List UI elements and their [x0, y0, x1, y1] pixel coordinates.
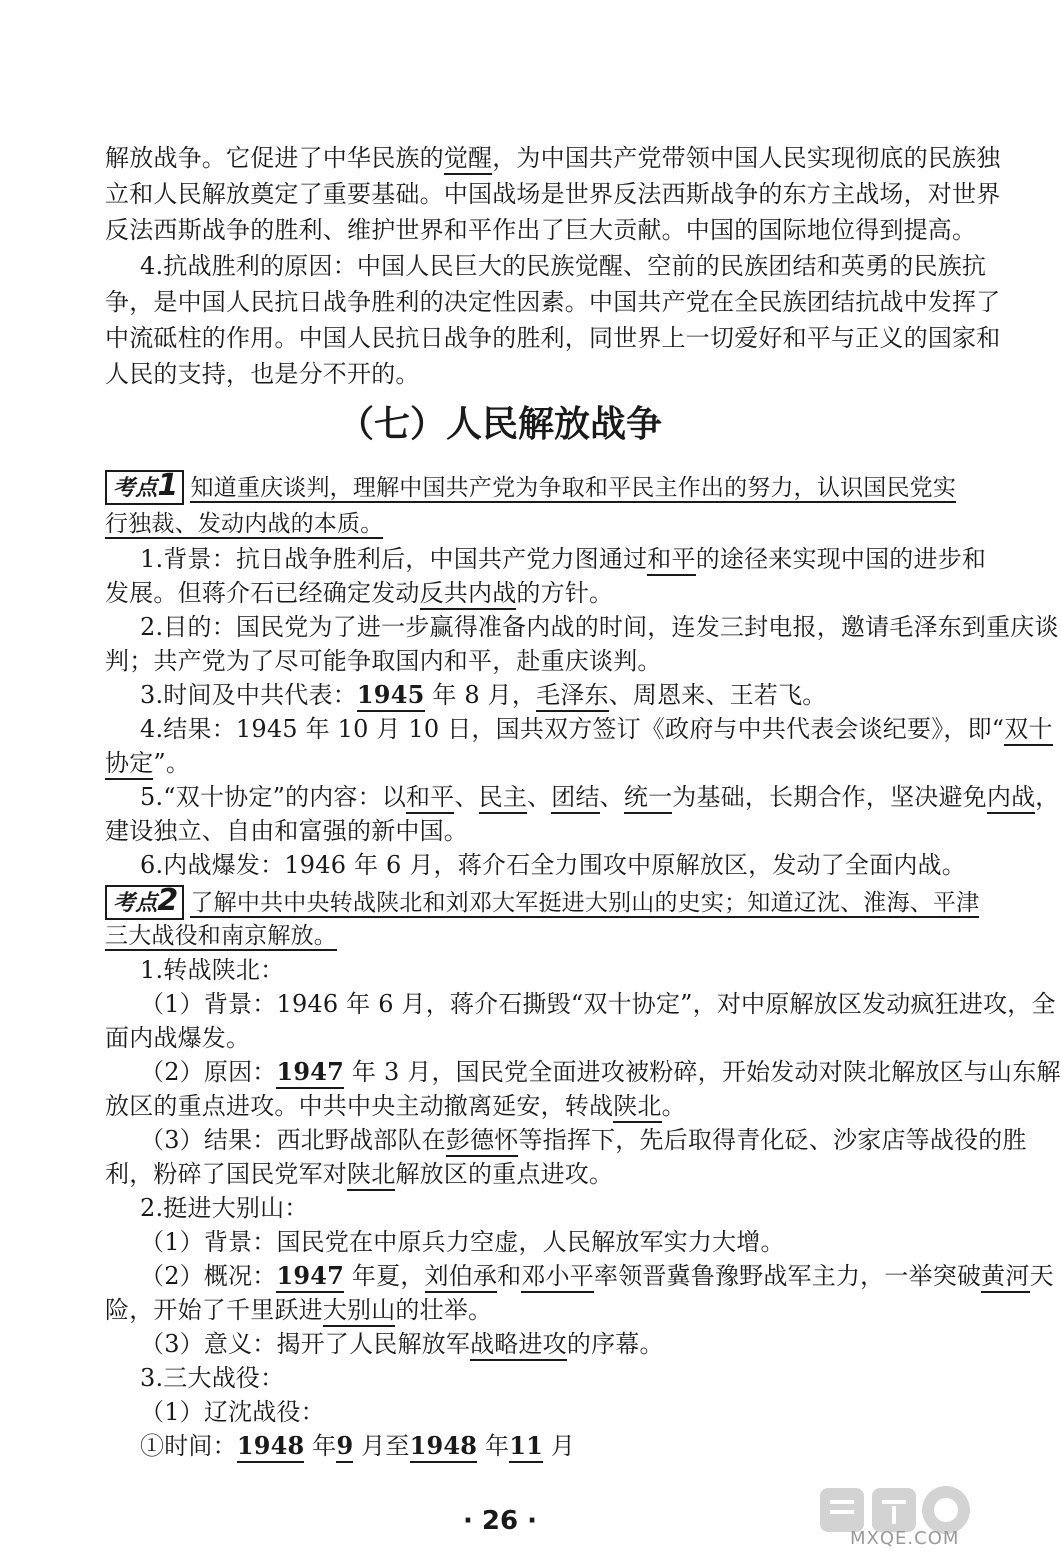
paragraph-line: （2）概况：1947 年夏，刘伯承和邓小平率领晋冀鲁豫野战军主力，一举突破黄河天: [140, 1261, 955, 1291]
kaodian-1-heading-cont: 行独裁、发动内战的本质。: [105, 511, 384, 537]
paragraph-line: 中流砥柱的作用。中国人民抗日战争的胜利，同世界上一切爱好和平与正义的国家和: [105, 324, 1001, 352]
paragraph-line: （3）意义：揭开了人民解放军战略进攻的序幕。: [140, 1329, 955, 1359]
paragraph-line: 利，粉碎了国民党军对陕北解放区的重点进攻。: [105, 1159, 955, 1189]
kaodian-text: 了解中共中央转战陕北和刘邓大军挺进大别山的史实；知道辽沈、淮海、平津: [190, 890, 980, 916]
paragraph-line: 4.结果：1945 年 10 月 10 日，国共双方签订《政府与中共代表会谈纪要》，即“双十: [140, 714, 955, 744]
paragraph-line: 判；共产党为了尽可能争取国内和平，赴重庆谈判。: [105, 647, 662, 675]
kaodian-badge: 考点1: [105, 470, 184, 505]
paragraph-line: （3）结果：西北野战部队在彭德怀等指挥下，先后取得青化砭、沙家店等战役的胜: [140, 1125, 955, 1155]
paragraph-line: 1.背景：抗日战争胜利后，中国共产党力图通过和平的途径来实现中国的进步和: [140, 544, 955, 574]
kaodian-text: 知道重庆谈判，理解中国共产党为争取和平民主作出的努力，认识国民党实: [190, 475, 957, 501]
paragraph-line: 发展。但蒋介石已经确定发动反共内战的方针。: [105, 578, 955, 608]
paragraph-line: 建设独立、自由和富强的新中国。: [105, 817, 468, 845]
paragraph-line: 面内战爆发。: [105, 1024, 251, 1052]
paragraph-line: 反法西斯战争的胜利、维护世界和平作出了巨大贡献。中国的国际地位得到提高。: [105, 216, 977, 244]
paragraph-line: 3.时间及中共代表：1945 年 8 月，毛泽东、周恩来、王若飞。: [140, 680, 955, 710]
paragraph-line: 1.转战陕北：: [140, 956, 285, 984]
paragraph-line: 立和人民解放奠定了重要基础。中国战场是世界反法西斯战争的东方主战场，对世界: [105, 180, 1001, 208]
paragraph-line: 2.挺进大别山：: [140, 1194, 309, 1222]
kaodian-2-heading-cont: 三大战役和南京解放。: [105, 923, 337, 949]
paragraph-line: 争，是中国人民抗日战争胜利的决定性因素。中国共产党在全民族团结抗战中发挥了: [105, 288, 1001, 316]
section-title: （七）人民解放战争: [337, 404, 662, 445]
paragraph-line: 放区的重点进攻。中共中央主动撤离延安，转战陕北。: [105, 1091, 955, 1121]
key-term: 觉醒: [444, 144, 492, 175]
kaodian-badge: 考点2: [105, 885, 184, 920]
kaodian-1-heading: [105, 470, 955, 505]
paragraph-line: 人民的支持，也是分不开的。: [105, 360, 420, 388]
paragraph-line: 3.三大战役：: [140, 1364, 285, 1392]
page-number: · 26 ·: [462, 1506, 538, 1536]
watermark-url: MXQE.COM: [850, 1528, 960, 1549]
paragraph-line: 6.内战爆发：1946 年 6 月，蒋介石全力围攻中原解放区，发动了全面内战。: [140, 851, 966, 879]
paragraph-line: 2.目的：国民党为了进一步赢得准备内战的时间，连发三封电报，邀请毛泽东到重庆谈: [140, 613, 1059, 641]
paragraph-line: （1）背景：1946 年 6 月，蒋介石撕毁“双十协定”，对中原解放区发动疯狂进攻，全: [140, 990, 1056, 1018]
paragraph-line: 协定”。: [105, 748, 955, 778]
paragraph-line: 5.“双十协定”的内容：以和平、民主、团结、统一为基础，长期合作，坚决避免内战，: [140, 782, 955, 812]
kaodian-2-heading: [105, 883, 980, 920]
paragraph-line: （2）原因：1947 年 3 月，国民党全面进攻被粉碎，开始发动对陕北解放区与山东解: [140, 1057, 955, 1087]
paragraph-line: 险，开始了千里跃进大别山的壮举。: [105, 1295, 955, 1325]
paragraph-line: （1）背景：国民党在中原兵力空虚，人民解放军实力大增。: [140, 1228, 785, 1256]
paragraph-line: ①时间：1948 年9 月至1948 年11 月: [140, 1431, 955, 1461]
paragraph-line: 4.抗战胜利的原因：中国人民巨大的民族觉醒、空前的民族团结和英勇的民族抗: [140, 252, 987, 280]
paragraph-line: 解放战争。它促进了中华民族的觉醒，为中国共产党带领中国人民实现彻底的民族独: [105, 143, 955, 173]
paragraph-line: （1）辽沈战役：: [140, 1398, 325, 1426]
